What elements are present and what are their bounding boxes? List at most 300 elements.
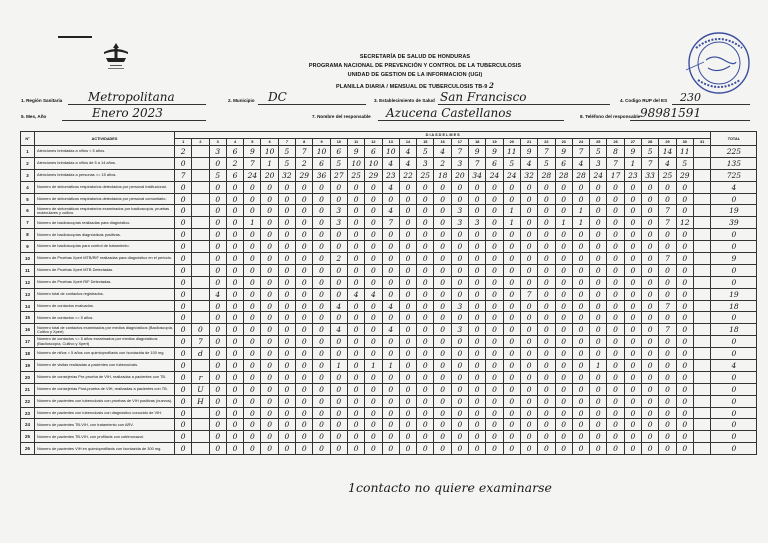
day-cell: 0 <box>503 360 520 372</box>
day-cell: 3 <box>451 324 468 336</box>
day-cell: 0 <box>417 371 434 383</box>
day-cell: 0 <box>590 300 607 312</box>
day-cell: 0 <box>434 312 451 324</box>
day-cell: 0 <box>590 276 607 288</box>
day-cell: 18 <box>434 169 451 181</box>
day-cell: 0 <box>313 348 330 360</box>
day-cell: 0 <box>520 336 537 348</box>
activity-label: Número de visitas realizadas a pacientes con tuberculosis. <box>35 360 175 372</box>
day-cell: 0 <box>226 371 243 383</box>
header-line-1: SECRETARÍA DE SALUD DE HONDURAS <box>359 54 471 60</box>
day-cell: 0 <box>365 395 382 407</box>
day-cell <box>192 264 209 276</box>
day-cell: 24 <box>503 169 520 181</box>
col-no-header: N° <box>21 132 35 146</box>
day-cell: 0 <box>451 276 468 288</box>
day-cell: 0 <box>469 181 486 193</box>
day-cell: 0 <box>624 336 641 348</box>
day-cell: 0 <box>244 431 261 443</box>
day-cell: 0 <box>572 276 589 288</box>
day-cell: 0 <box>659 407 676 419</box>
day-cell: 0 <box>642 300 659 312</box>
total-cell: 0 <box>711 431 757 443</box>
day-header: 19 <box>486 139 503 146</box>
day-cell: 0 <box>624 217 641 229</box>
day-cell: 0 <box>607 407 624 419</box>
day-header: 17 <box>451 139 468 146</box>
day-cell: 0 <box>434 229 451 241</box>
day-cell: 0 <box>434 431 451 443</box>
day-cell: 0 <box>520 300 537 312</box>
day-cell: 0 <box>209 157 226 169</box>
day-cell: 0 <box>365 205 382 217</box>
day-cell: 0 <box>642 193 659 205</box>
day-cell: 0 <box>175 395 192 407</box>
day-cell: 0 <box>399 395 416 407</box>
day-cell: 0 <box>590 431 607 443</box>
day-cell: 0 <box>209 407 226 419</box>
day-cell: 0 <box>624 371 641 383</box>
day-cell: 33 <box>642 169 659 181</box>
day-cell: 0 <box>659 383 676 395</box>
day-cell: 0 <box>434 443 451 455</box>
telefono-line <box>630 120 750 121</box>
total-cell: 0 <box>711 383 757 395</box>
day-cell: 4 <box>572 157 589 169</box>
day-cell: 4 <box>209 288 226 300</box>
day-cell: 0 <box>642 276 659 288</box>
day-cell: 5 <box>676 157 693 169</box>
region-value: Metropolitana <box>88 90 175 104</box>
activity-label: Número de consejerías Pre-prueba de VIH, realizadas a pacientes con TB. <box>35 371 175 383</box>
day-cell: 0 <box>555 383 572 395</box>
day-cell: 28 <box>538 169 555 181</box>
day-cell: 0 <box>607 276 624 288</box>
day-cell: 0 <box>434 181 451 193</box>
table-row <box>21 264 757 276</box>
day-cell: 0 <box>624 324 641 336</box>
day-cell <box>192 300 209 312</box>
day-cell: 0 <box>175 312 192 324</box>
day-cell: 0 <box>555 431 572 443</box>
day-cell: 0 <box>347 443 364 455</box>
day-cell: 0 <box>313 395 330 407</box>
row-number: 21 <box>21 383 35 395</box>
day-cell: 0 <box>296 217 313 229</box>
day-cell: 0 <box>607 288 624 300</box>
day-cell: 0 <box>555 419 572 431</box>
day-cell: 0 <box>244 253 261 265</box>
table-row <box>21 312 757 324</box>
day-cell: 0 <box>538 419 555 431</box>
day-cell: 0 <box>175 229 192 241</box>
day-cell: 0 <box>347 181 364 193</box>
day-cell: 20 <box>451 169 468 181</box>
day-cell: 0 <box>313 443 330 455</box>
day-cell <box>192 431 209 443</box>
day-header: 23 <box>555 139 572 146</box>
day-cell: 0 <box>676 300 693 312</box>
day-cell: 0 <box>642 336 659 348</box>
day-cell: 0 <box>365 383 382 395</box>
day-cell: 0 <box>382 443 399 455</box>
day-cell: 0 <box>417 217 434 229</box>
day-cell: 0 <box>330 431 347 443</box>
day-cell: 0 <box>417 324 434 336</box>
day-cell: 0 <box>572 336 589 348</box>
codigo-line <box>672 104 750 105</box>
day-cell: 0 <box>555 300 572 312</box>
day-cell: 0 <box>365 217 382 229</box>
day-cell: 0 <box>503 241 520 253</box>
day-cell: 0 <box>261 383 278 395</box>
day-cell: 0 <box>590 264 607 276</box>
official-stamp <box>684 30 754 96</box>
day-cell: 0 <box>399 264 416 276</box>
table-row <box>21 276 757 288</box>
activity-label: Número de sintomáticos respiratorios detectados por personal comunitario. <box>35 193 175 205</box>
day-cell: 6 <box>313 157 330 169</box>
day-cell: 12 <box>676 217 693 229</box>
day-cell: 0 <box>399 312 416 324</box>
day-cell: 4 <box>347 288 364 300</box>
day-cell: 0 <box>538 193 555 205</box>
day-cell: 0 <box>399 336 416 348</box>
day-cell: 0 <box>261 371 278 383</box>
day-cell: 0 <box>175 383 192 395</box>
day-cell: 0 <box>382 348 399 360</box>
day-header: 22 <box>538 139 555 146</box>
day-cell: 0 <box>676 205 693 217</box>
day-header: 16 <box>434 139 451 146</box>
day-cell: 0 <box>244 348 261 360</box>
day-cell: 0 <box>434 407 451 419</box>
day-cell: 5 <box>538 157 555 169</box>
day-cell <box>192 193 209 205</box>
day-cell: 0 <box>503 419 520 431</box>
day-cell: 7 <box>451 146 468 158</box>
day-cell: 0 <box>434 264 451 276</box>
mes-value: Enero 2023 <box>92 106 163 120</box>
day-cell: 0 <box>520 371 537 383</box>
day-cell: 0 <box>382 312 399 324</box>
day-cell: 0 <box>382 371 399 383</box>
day-cell: 0 <box>347 431 364 443</box>
day-cell: 0 <box>642 229 659 241</box>
activity-label: Numero de sintomáticos respiratorios detectados por personal institucional. <box>35 181 175 193</box>
day-cell <box>693 312 710 324</box>
day-cell: 3 <box>590 157 607 169</box>
day-cell: 0 <box>659 288 676 300</box>
day-cell: 11 <box>676 146 693 158</box>
day-cell: 0 <box>296 264 313 276</box>
day-cell: 0 <box>520 395 537 407</box>
day-cell: 0 <box>365 336 382 348</box>
day-cell: 0 <box>175 205 192 217</box>
day-cell <box>693 443 710 455</box>
day-cell: 0 <box>417 407 434 419</box>
day-cell: 0 <box>278 324 295 336</box>
day-cell: 0 <box>469 229 486 241</box>
row-number: 8 <box>21 229 35 241</box>
day-cell: 0 <box>296 300 313 312</box>
day-cell: 0 <box>278 443 295 455</box>
telefono-value: 98981591 <box>640 106 702 120</box>
day-cell: 0 <box>676 360 693 372</box>
day-header: 5 <box>244 139 261 146</box>
day-cell: 11 <box>503 146 520 158</box>
day-cell: 0 <box>659 431 676 443</box>
day-cell: 0 <box>175 431 192 443</box>
day-cell: 1 <box>503 217 520 229</box>
day-cell: 17 <box>607 169 624 181</box>
day-cell: 0 <box>642 419 659 431</box>
total-cell: 135 <box>711 157 757 169</box>
day-cell: 0 <box>434 253 451 265</box>
day-cell: 5 <box>417 146 434 158</box>
day-cell: 0 <box>296 395 313 407</box>
day-cell: 5 <box>330 157 347 169</box>
total-cell: 725 <box>711 169 757 181</box>
day-cell: 0 <box>434 336 451 348</box>
day-cell: 1 <box>572 205 589 217</box>
handwritten-note: 1contacto no quiere examinarse <box>348 480 552 495</box>
activity-label: Número total de contactos examinados por medios diagnósticos (Baciloscopía, Cultivo y Xpert) <box>35 324 175 336</box>
day-cell: 0 <box>226 264 243 276</box>
day-cell: 0 <box>175 288 192 300</box>
day-cell: 0 <box>226 407 243 419</box>
day-cell: 0 <box>278 419 295 431</box>
day-cell: 0 <box>313 407 330 419</box>
table-row <box>21 395 757 407</box>
table-row <box>21 324 757 336</box>
day-cell: 0 <box>642 383 659 395</box>
row-number: 1 <box>21 146 35 158</box>
day-cell: 0 <box>365 229 382 241</box>
row-number: 6 <box>21 205 35 217</box>
day-cell: 0 <box>209 443 226 455</box>
day-cell: 0 <box>451 288 468 300</box>
day-cell: 0 <box>590 383 607 395</box>
day-cell: 34 <box>469 169 486 181</box>
day-cell: 0 <box>555 193 572 205</box>
day-cell <box>192 217 209 229</box>
day-cell: 0 <box>244 395 261 407</box>
day-cell: 0 <box>469 241 486 253</box>
day-cell: 0 <box>382 407 399 419</box>
day-cell: 0 <box>244 336 261 348</box>
day-cell: 0 <box>503 312 520 324</box>
day-cell <box>693 336 710 348</box>
day-cell: 0 <box>434 419 451 431</box>
day-cell: 0 <box>624 300 641 312</box>
day-cell: 0 <box>226 419 243 431</box>
day-cell: 0 <box>469 419 486 431</box>
day-cell: 0 <box>347 217 364 229</box>
day-cell: 0 <box>417 395 434 407</box>
day-cell: 0 <box>226 312 243 324</box>
day-cell: 0 <box>244 288 261 300</box>
day-cell: 0 <box>313 181 330 193</box>
day-cell: 0 <box>642 348 659 360</box>
day-cell: 0 <box>399 360 416 372</box>
day-cell: 0 <box>347 407 364 419</box>
day-cell: 9 <box>624 146 641 158</box>
day-cell: 7 <box>469 157 486 169</box>
day-cell: 0 <box>572 383 589 395</box>
day-cell: 0 <box>607 241 624 253</box>
day-cell: 0 <box>313 241 330 253</box>
day-cell: 0 <box>261 276 278 288</box>
day-cell: 0 <box>434 193 451 205</box>
day-cell: 0 <box>503 336 520 348</box>
total-cell: 0 <box>711 264 757 276</box>
day-cell: 0 <box>676 241 693 253</box>
day-cell: 0 <box>278 217 295 229</box>
day-cell: 0 <box>503 395 520 407</box>
day-cell: 7 <box>659 324 676 336</box>
day-cell: 0 <box>313 276 330 288</box>
day-cell: 0 <box>572 288 589 300</box>
row-number: 4 <box>21 181 35 193</box>
day-cell: 0 <box>261 241 278 253</box>
day-cell: 0 <box>538 288 555 300</box>
day-cell: 0 <box>244 205 261 217</box>
municipio-line <box>258 104 366 105</box>
day-cell: 0 <box>278 205 295 217</box>
day-cell: 0 <box>642 288 659 300</box>
day-cell: 0 <box>469 276 486 288</box>
day-cell: 0 <box>209 312 226 324</box>
day-cell: 0 <box>607 383 624 395</box>
day-header: 12 <box>365 139 382 146</box>
day-cell: H <box>192 395 209 407</box>
day-header: 25 <box>590 139 607 146</box>
day-cell: 0 <box>313 288 330 300</box>
day-cell: 0 <box>365 253 382 265</box>
day-cell: 0 <box>503 276 520 288</box>
day-cell: 0 <box>175 443 192 455</box>
total-cell: 0 <box>711 443 757 455</box>
day-cell: 5 <box>209 169 226 181</box>
activity-label: Número de baciloscopías realizadas para diagnóstico. <box>35 217 175 229</box>
day-cell: 0 <box>434 395 451 407</box>
day-cell: 0 <box>538 360 555 372</box>
day-cell: 7 <box>244 157 261 169</box>
day-cell: 0 <box>555 288 572 300</box>
header-line-4 <box>250 81 580 90</box>
day-cell: 0 <box>417 348 434 360</box>
day-cell <box>693 217 710 229</box>
day-cell: 0 <box>209 419 226 431</box>
day-header: 11 <box>347 139 364 146</box>
day-cell: 4 <box>520 157 537 169</box>
total-cell: 0 <box>711 348 757 360</box>
day-cell: 0 <box>399 419 416 431</box>
day-cell: 0 <box>624 312 641 324</box>
day-cell: 4 <box>330 300 347 312</box>
day-cell: 0 <box>676 395 693 407</box>
day-cell: 0 <box>244 419 261 431</box>
day-cell: 0 <box>417 253 434 265</box>
total-cell: 0 <box>711 276 757 288</box>
day-cell: 0 <box>226 336 243 348</box>
day-cell: 0 <box>676 264 693 276</box>
day-cell: 0 <box>486 324 503 336</box>
row-number: 26 <box>21 443 35 455</box>
day-cell: 0 <box>469 324 486 336</box>
day-cell: 0 <box>261 348 278 360</box>
day-cell: 4 <box>382 181 399 193</box>
table-row <box>21 157 757 169</box>
day-cell: 0 <box>209 217 226 229</box>
day-cell: 0 <box>486 371 503 383</box>
day-cell: 7 <box>382 217 399 229</box>
day-cell <box>192 205 209 217</box>
form-title: PLANILLA DIARIA / MENSUAL DE TUBERCULOSIS TB-9 <box>336 84 488 90</box>
day-cell: 0 <box>607 264 624 276</box>
day-cell: 0 <box>417 312 434 324</box>
day-cell: 0 <box>538 383 555 395</box>
day-cell: 0 <box>313 312 330 324</box>
day-cell: 0 <box>365 276 382 288</box>
day-cell: 10 <box>382 146 399 158</box>
day-cell: 0 <box>642 217 659 229</box>
day-cell: 0 <box>624 229 641 241</box>
row-number: 3 <box>21 169 35 181</box>
day-cell: 0 <box>486 217 503 229</box>
day-cell: 0 <box>365 264 382 276</box>
day-cell: 0 <box>278 431 295 443</box>
day-cell: 0 <box>278 241 295 253</box>
day-cell: 0 <box>382 276 399 288</box>
day-cell: 3 <box>330 217 347 229</box>
day-cell: 0 <box>486 443 503 455</box>
day-cell: 0 <box>226 193 243 205</box>
day-cell: 0 <box>624 383 641 395</box>
day-cell: 0 <box>520 241 537 253</box>
day-cell: 0 <box>659 336 676 348</box>
day-cell: 0 <box>278 300 295 312</box>
day-cell: 4 <box>382 300 399 312</box>
day-cell: 0 <box>434 241 451 253</box>
day-cell <box>693 395 710 407</box>
day-cell: 0 <box>209 431 226 443</box>
day-cell: 1 <box>261 157 278 169</box>
day-cell: 1 <box>624 157 641 169</box>
day-cell: 0 <box>226 348 243 360</box>
day-header: 4 <box>226 139 243 146</box>
day-cell: 0 <box>520 217 537 229</box>
table-row <box>21 169 757 181</box>
day-cell: 7 <box>175 169 192 181</box>
day-header: 13 <box>382 139 399 146</box>
day-cell: 0 <box>399 443 416 455</box>
day-cell: 0 <box>417 360 434 372</box>
day-cell: 14 <box>659 146 676 158</box>
day-cell: 3 <box>330 205 347 217</box>
day-cell: 0 <box>503 431 520 443</box>
day-cell: 0 <box>313 324 330 336</box>
day-cell: 0 <box>590 371 607 383</box>
day-cell: 6 <box>486 157 503 169</box>
day-cell <box>192 443 209 455</box>
day-cell <box>693 419 710 431</box>
day-cell: 9 <box>244 146 261 158</box>
day-cell: 0 <box>607 229 624 241</box>
day-cell: 5 <box>590 146 607 158</box>
table-row <box>21 288 757 300</box>
